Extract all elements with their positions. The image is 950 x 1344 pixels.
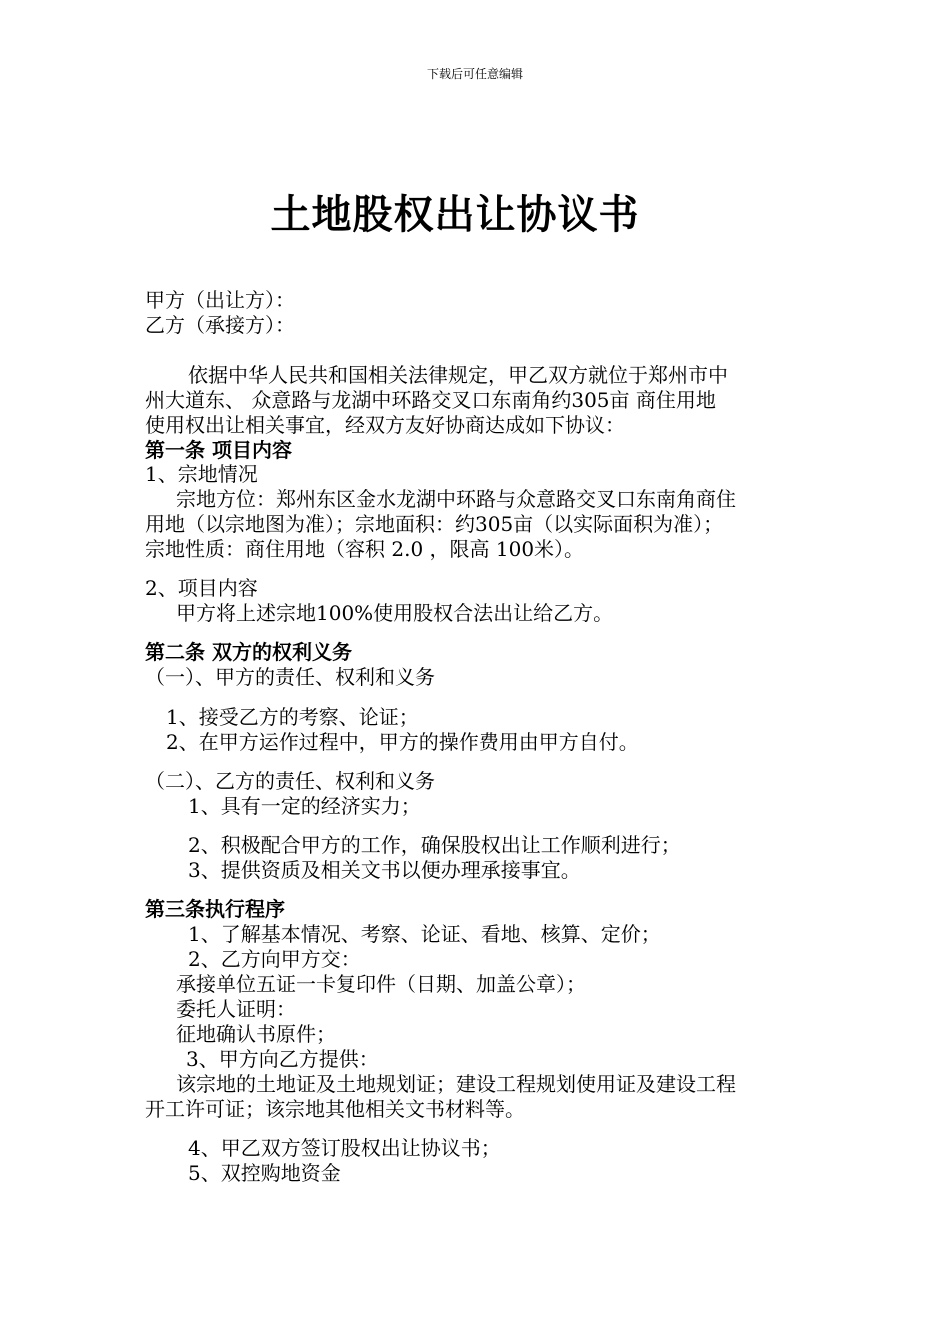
procedure-step-3: 3、甲方向乙方提供：	[186, 1047, 379, 1071]
procedure-step-2-item-3: 征地确认书原件；	[176, 1022, 336, 1046]
procedure-step-2: 2、乙方向甲方交：	[188, 947, 361, 971]
parcel-line-2: 用地（以宗地图为准）；宗地面积：约305亩（以实际面积为准）；	[145, 512, 724, 536]
header-note: 下载后可任意编辑	[426, 67, 523, 81]
parcel-line-3: 宗地性质：商住用地（容积 2.0 ，限高 100米）。	[145, 537, 585, 561]
party-a-duty-2: 2、在甲方运作过程中，甲方的操作费用由甲方自付。	[166, 730, 639, 754]
parcel-line-1: 宗地方位：郑州东区金水龙湖中环路与众意路交叉口东南角商住	[176, 487, 736, 511]
procedure-step-2-item-2: 委托人证明：	[176, 997, 296, 1021]
procedure-step-4: 4、甲乙双方签订股权出让协议书；	[188, 1136, 501, 1160]
article-2-heading: 第二条 双方的权利义务	[145, 640, 352, 664]
party-a-line: 甲方（出让方）：	[145, 288, 295, 312]
procedure-step-1: 1、了解基本情况、考察、论证、看地、核算、定价；	[188, 922, 661, 946]
project-content-line: 甲方将上述宗地100%使用股权合法出让给乙方。	[176, 601, 614, 625]
party-b-line: 乙方（承接方）：	[145, 313, 295, 337]
procedure-step-5: 5、双控购地资金	[188, 1161, 341, 1185]
document-title: 土地股权出让协议书	[270, 191, 640, 238]
preamble-line-2: 州大道东、 众意路与龙湖中环路交叉口东南角约305亩 商住用地	[145, 388, 716, 412]
party-a-duty-1: 1、接受乙方的考察、论证；	[166, 705, 419, 729]
article-1-heading: 第一条 项目内容	[145, 438, 292, 462]
item-parcel-situation: 1、宗地情况	[145, 462, 258, 486]
party-b-duties-heading: （二）、乙方的责任、权利和义务	[145, 769, 435, 793]
article-3-heading: 第三条执行程序	[145, 897, 285, 921]
party-a-duties-heading: （一）、甲方的责任、权利和义务	[145, 665, 435, 689]
procedure-step-3-line-1: 该宗地的土地证及土地规划证；建设工程规划使用证及建设工程	[176, 1072, 736, 1096]
preamble-line-3: 使用权出让相关事宜，经双方友好协商达成如下协议：	[145, 413, 625, 437]
procedure-step-2-item-1: 承接单位五证一卡复印件（日期、加盖公章）；	[176, 972, 586, 996]
procedure-step-3-line-2: 开工许可证；该宗地其他相关文书材料等。	[145, 1097, 525, 1121]
item-project-content: 2、项目内容	[145, 576, 258, 600]
party-b-duty-1: 1、具有一定的经济实力；	[188, 794, 421, 818]
preamble-line-1: 依据中华人民共和国相关法律规定，甲乙双方就位于郑州市中	[188, 363, 728, 387]
party-b-duty-3: 3、提供资质及相关文书以便办理承接事宜。	[188, 858, 581, 882]
party-b-duty-2: 2、积极配合甲方的工作，确保股权出让工作顺利进行；	[188, 833, 681, 857]
